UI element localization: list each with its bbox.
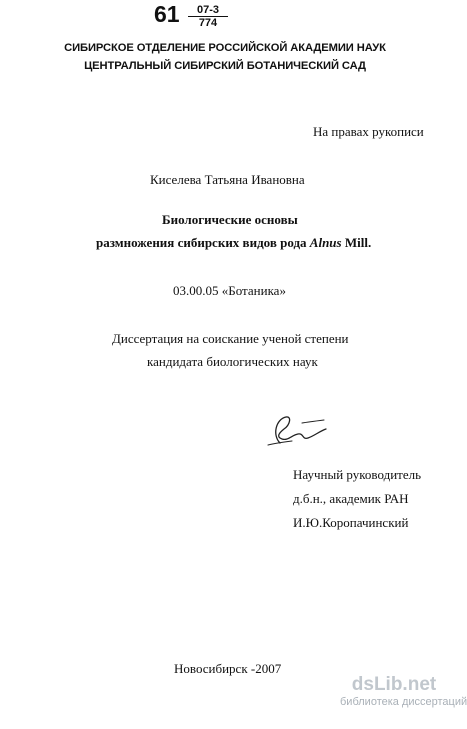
author-name: Киселева Татьяна Ивановна: [150, 172, 305, 187]
supervisor-line-3: И.Ю.Коропачинский: [293, 515, 409, 530]
supervisor-line-2: д.б.н., академик РАН: [293, 491, 409, 506]
title-line-2-suffix: Mill.: [341, 235, 372, 250]
degree-line-1: Диссертация на соискание ученой степени: [112, 331, 349, 346]
title-line-1: Биологические основы: [162, 212, 298, 227]
watermark: [340, 674, 467, 709]
archive-code-numerator: 07-3: [188, 4, 228, 17]
watermark-logo: dsLib.net: [351, 674, 437, 695]
title-line-2-prefix: размножения сибирских видов рода: [96, 235, 310, 250]
supervisor-line-1: Научный руководитель: [293, 467, 422, 482]
title-line-2: [96, 235, 371, 251]
signature-image: [262, 413, 334, 454]
org-line-1: СИБИРСКОЕ ОТДЕЛЕНИЕ РОССИЙСКОЙ АКАДЕМИИ НАУК: [64, 42, 386, 54]
rights-label: На правах рукописи: [313, 124, 424, 139]
watermark-subtitle: библиотека диссертаций: [340, 696, 467, 708]
degree-line-2: кандидата биологических наук: [147, 354, 318, 369]
archive-code-fraction: [188, 4, 228, 29]
archive-code-denominator: 774: [198, 17, 218, 29]
place-year: Новосибирск -2007: [174, 661, 282, 676]
specialty: 03.00.05 «Ботаника»: [173, 283, 286, 298]
org-line-2: ЦЕНТРАЛЬНЫЙ СИБИРСКИЙ БОТАНИЧЕСКИЙ САД: [84, 60, 366, 72]
title-genus: Alnus: [309, 235, 342, 250]
archive-code: 61: [154, 1, 180, 27]
